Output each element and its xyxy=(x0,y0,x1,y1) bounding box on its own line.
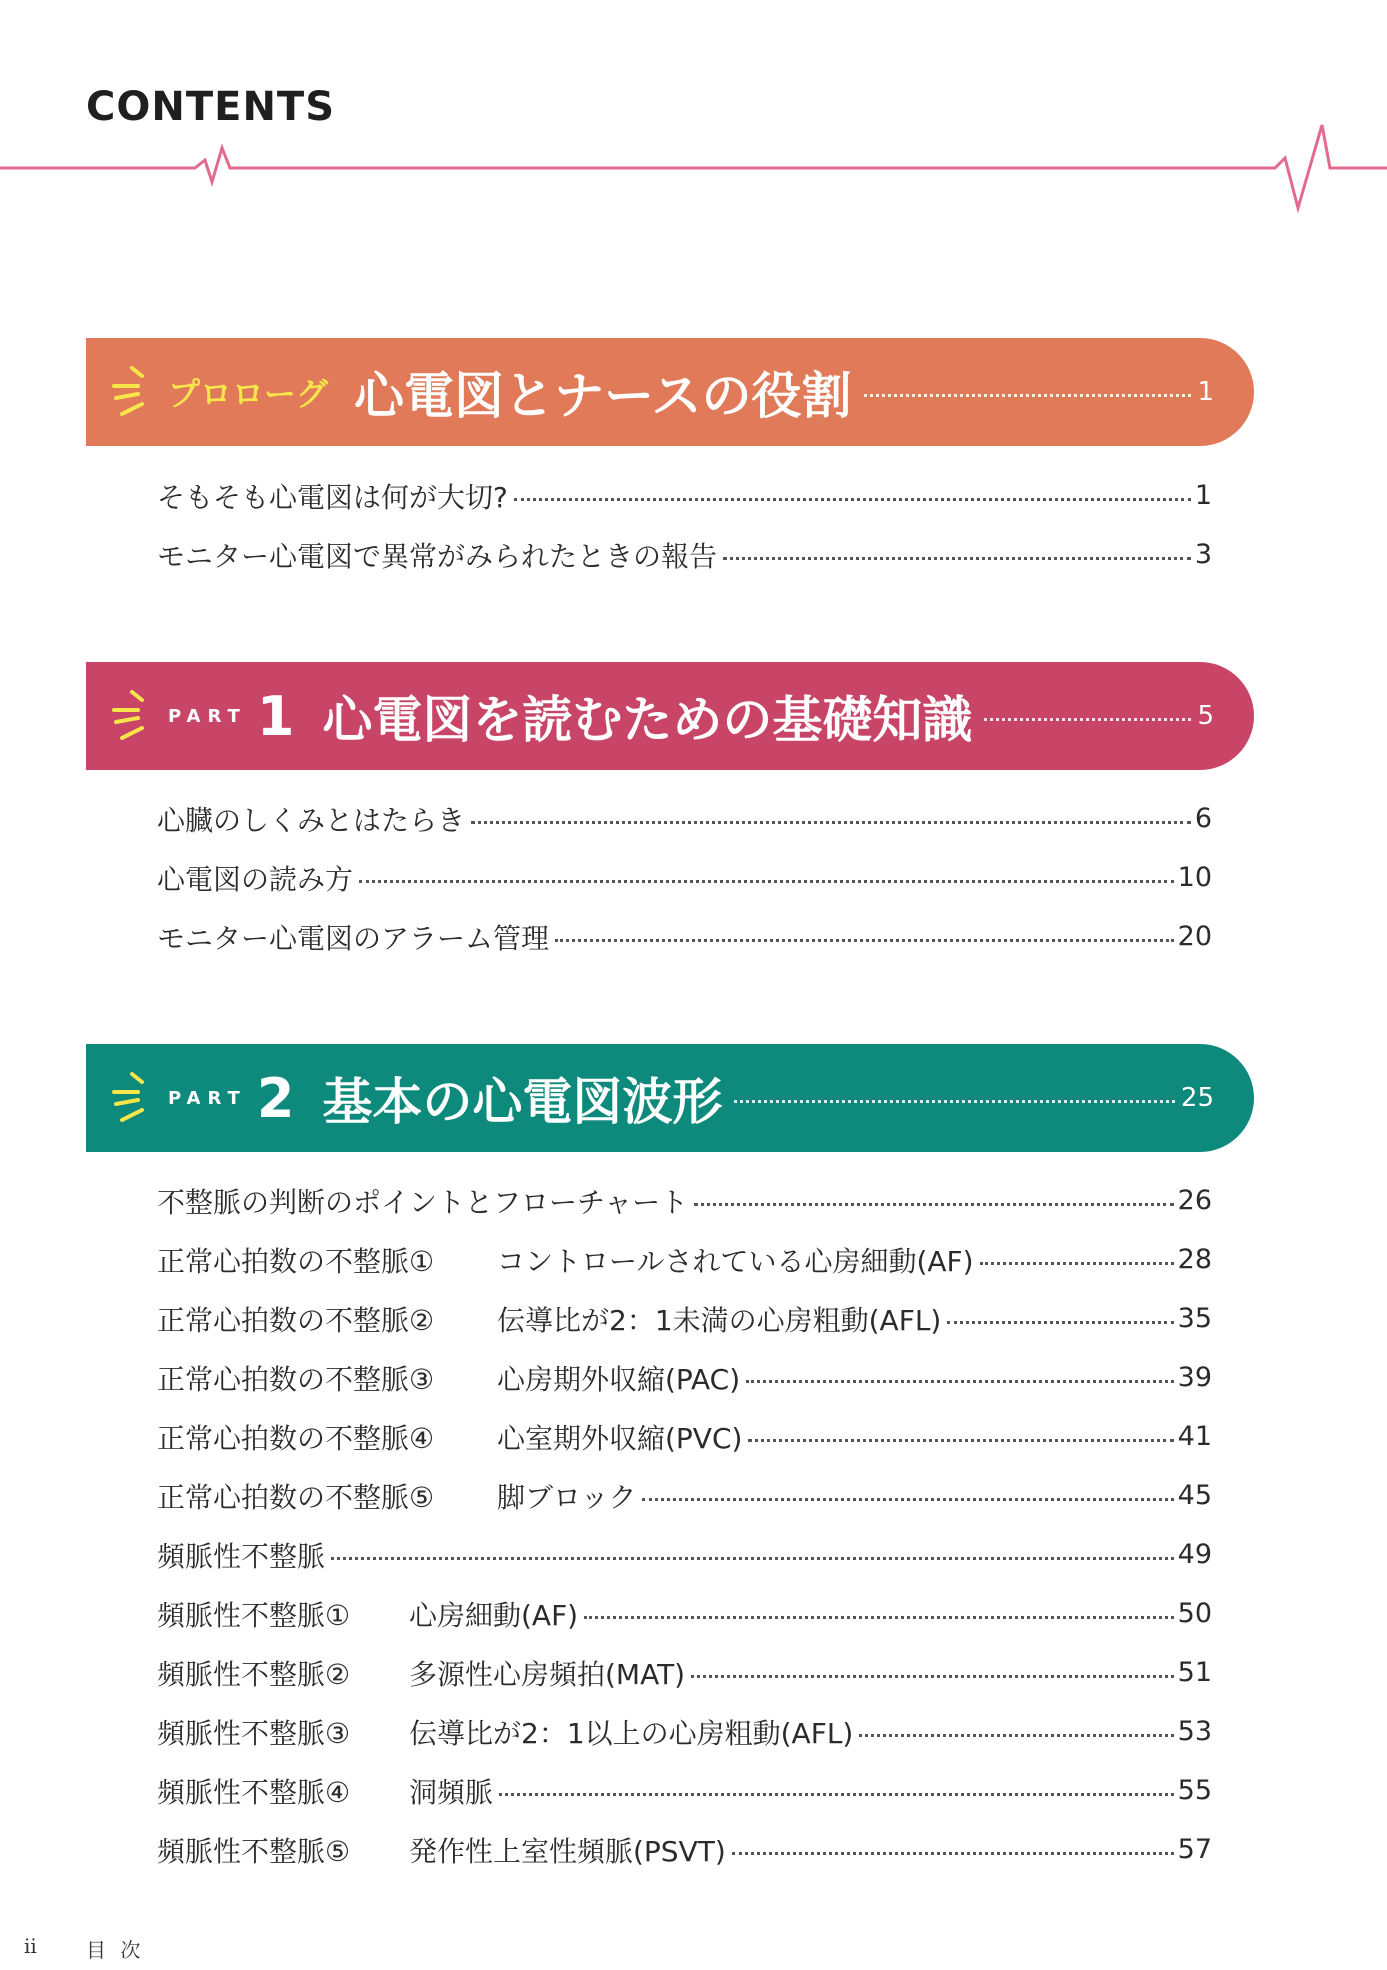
part1-page: 5 xyxy=(1197,701,1214,731)
toc-entry-label: 頻脈性不整脈② xyxy=(157,1657,351,1691)
toc-entry[interactable] xyxy=(157,1171,1212,1230)
toc-entry-label: モニター心電図で異常がみられたときの報告 xyxy=(157,539,718,573)
toc-entry[interactable] xyxy=(157,907,1212,966)
toc-entry[interactable] xyxy=(157,848,1212,907)
leader-dots xyxy=(514,498,1191,501)
toc-entry-page: 55 xyxy=(1177,1775,1212,1806)
toc-entry-subtitle: 多源性心房頻拍(MAT) xyxy=(409,1657,686,1691)
toc-entry-label: 正常心拍数の不整脈⑤ xyxy=(157,1480,435,1514)
leader-dots xyxy=(555,939,1174,942)
leader-dots xyxy=(584,1616,1174,1619)
contents-heading: CONTENTS xyxy=(86,84,336,130)
prologue-banner[interactable] xyxy=(86,338,1254,446)
toc-entry-page: 35 xyxy=(1177,1303,1212,1334)
toc-entry-label: 正常心拍数の不整脈③ xyxy=(157,1362,435,1396)
toc-entry[interactable] xyxy=(157,1289,1212,1348)
leader-dots xyxy=(691,1675,1174,1678)
toc-entry-label: そもそも心電図は何が大切? xyxy=(157,480,508,514)
prologue-page: 1 xyxy=(1197,377,1214,407)
leader-dots xyxy=(471,821,1191,824)
leader-dots xyxy=(694,1203,1173,1206)
leader-dots xyxy=(980,1262,1174,1265)
toc-entry-page: 45 xyxy=(1177,1480,1212,1511)
part1-title: 心電図を読むための基礎知識 xyxy=(322,691,973,749)
toc-entry-subtitle: 伝導比が2：1以上の心房粗動(AFL) xyxy=(409,1716,854,1750)
toc-entry-page: 53 xyxy=(1177,1716,1212,1747)
toc-entry-label: 正常心拍数の不整脈② xyxy=(157,1303,435,1337)
part-label: PART xyxy=(168,705,247,727)
toc-entry-label: 頻脈性不整脈④ xyxy=(157,1775,351,1809)
toc-entry-subtitle: コントロールされている心房細動(AF) xyxy=(497,1244,974,1278)
toc-entry-page: 3 xyxy=(1194,539,1212,570)
ecg-line-decoration xyxy=(0,118,1387,218)
toc-entry[interactable] xyxy=(157,1761,1212,1820)
toc-entry[interactable] xyxy=(157,789,1212,848)
part-number: 1 xyxy=(256,684,295,748)
toc-entry-label: 正常心拍数の不整脈④ xyxy=(157,1421,435,1455)
leader-dots xyxy=(732,1852,1174,1855)
toc-entry[interactable] xyxy=(157,1702,1212,1761)
toc-entry-subtitle: 発作性上室性頻脈(PSVT) xyxy=(409,1834,726,1868)
leader-dots xyxy=(984,718,1191,721)
toc-entry[interactable] xyxy=(157,525,1212,584)
prologue-label: プロローグ xyxy=(168,375,329,413)
toc-entry-label: 頻脈性不整脈① xyxy=(157,1598,351,1632)
toc-entry-page: 49 xyxy=(1177,1539,1212,1570)
leader-dots xyxy=(947,1321,1173,1324)
toc-entry-page: 57 xyxy=(1177,1834,1212,1865)
toc-entry-page: 6 xyxy=(1194,803,1212,834)
leader-dots xyxy=(499,1793,1174,1796)
toc-entry-page: 20 xyxy=(1177,921,1212,952)
leader-dots xyxy=(859,1734,1173,1737)
footer-page-number: ii xyxy=(24,1934,37,1958)
toc-entry-label: 心電図の読み方 xyxy=(157,862,354,896)
leader-dots xyxy=(864,394,1192,397)
toc-entry-subtitle: 心室期外収縮(PVC) xyxy=(497,1421,743,1455)
toc-entry[interactable] xyxy=(157,1820,1212,1879)
toc-entry[interactable] xyxy=(157,1466,1212,1525)
part-label: PART xyxy=(168,1087,247,1109)
toc-entry-label: 不整脈の判断のポイントとフローチャート xyxy=(157,1185,689,1219)
toc-entry-label: 頻脈性不整脈③ xyxy=(157,1716,351,1750)
sparkle-icon xyxy=(110,362,154,422)
leader-dots xyxy=(746,1380,1173,1383)
toc-entry[interactable] xyxy=(157,1584,1212,1643)
part2-title: 基本の心電図波形 xyxy=(322,1073,723,1131)
toc-entry-page: 41 xyxy=(1177,1421,1212,1452)
toc-entry-page: 28 xyxy=(1177,1244,1212,1275)
part2-page: 25 xyxy=(1180,1083,1214,1113)
prologue-title: 心電図とナースの役割 xyxy=(354,367,852,425)
part-number: 2 xyxy=(256,1066,295,1130)
leader-dots xyxy=(642,1498,1173,1501)
toc-entry-label: 正常心拍数の不整脈① xyxy=(157,1244,435,1278)
toc-entry-page: 50 xyxy=(1177,1598,1212,1629)
toc-entry-page: 51 xyxy=(1177,1657,1212,1688)
leader-dots xyxy=(734,1100,1175,1103)
prologue-toc xyxy=(157,466,1212,584)
toc-entry[interactable] xyxy=(157,1407,1212,1466)
leader-dots xyxy=(723,557,1191,560)
toc-entry-subtitle: 心房期外収縮(PAC) xyxy=(497,1362,741,1396)
sparkle-icon xyxy=(110,1068,154,1128)
toc-entry-subtitle: 洞頻脈 xyxy=(409,1775,494,1809)
toc-entry-subtitle: 伝導比が2：1未満の心房粗動(AFL) xyxy=(497,1303,942,1337)
toc-entry-label: モニター心電図のアラーム管理 xyxy=(157,921,550,955)
toc-entry-page: 39 xyxy=(1177,1362,1212,1393)
toc-entry[interactable] xyxy=(157,1348,1212,1407)
toc-entry[interactable] xyxy=(157,466,1212,525)
toc-entry-subtitle: 脚ブロック xyxy=(497,1480,637,1514)
sparkle-icon xyxy=(110,686,154,746)
toc-entry-label: 頻脈性不整脈 xyxy=(157,1539,326,1573)
toc-entry-page: 10 xyxy=(1177,862,1212,893)
toc-entry-subtitle: 心房細動(AF) xyxy=(409,1598,579,1632)
toc-entry-page: 26 xyxy=(1177,1185,1212,1216)
toc-entry-page: 1 xyxy=(1194,480,1212,511)
toc-entry[interactable] xyxy=(157,1643,1212,1702)
part1-toc xyxy=(157,789,1212,966)
footer-section-label: 目 次 xyxy=(86,1938,145,1962)
leader-dots xyxy=(748,1439,1173,1442)
part1-banner[interactable] xyxy=(86,662,1254,770)
toc-entry-label: 頻脈性不整脈⑤ xyxy=(157,1834,351,1868)
part2-banner[interactable] xyxy=(86,1044,1254,1152)
toc-entry-label: 心臓のしくみとはたらき xyxy=(157,803,466,837)
leader-dots xyxy=(331,1557,1174,1560)
toc-entry[interactable] xyxy=(157,1230,1212,1289)
leader-dots xyxy=(359,880,1174,883)
part2-toc xyxy=(157,1171,1212,1879)
toc-entry[interactable] xyxy=(157,1525,1212,1584)
